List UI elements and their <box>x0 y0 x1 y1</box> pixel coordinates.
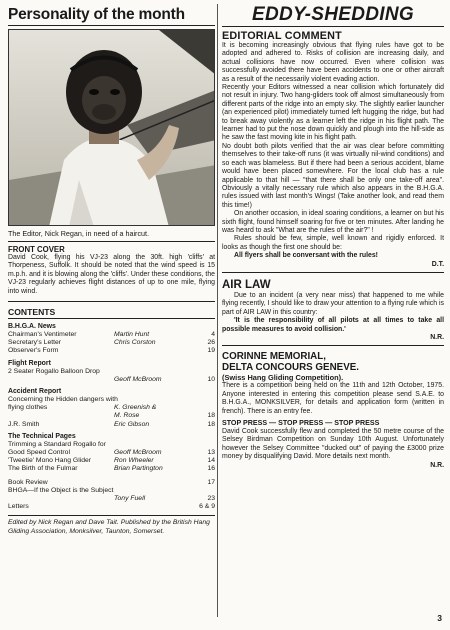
contents-page <box>192 404 215 412</box>
editorial-paragraph: It is becoming increasingly obvious that flying rules have got to be adopted and adhered to. Risks of collision are increasing daily, and actual collisions have now occurred. Even where collision was successfully avoided there have been accidents to one or other aircraft as a result of the necessarily violent evading action. <box>222 42 444 83</box>
publication-credits: Edited by Nick Regan and Dave Tait. Published by the British Hang Gliding Association, Monksilver, Taunton, Somerset. <box>8 515 215 536</box>
contents-author: Martin Hunt <box>114 331 150 339</box>
column-divider <box>217 4 218 617</box>
contents-author: Ron Wheeler <box>114 457 154 465</box>
contents-row[interactable] <box>8 487 215 495</box>
contents-row[interactable] <box>8 479 215 487</box>
editorial-rule: All flyers shall be conversant with the rules! <box>234 252 378 260</box>
contents-item <box>8 495 114 503</box>
airlaw-body <box>222 292 444 334</box>
page-number: 3 <box>437 613 442 623</box>
eddy-shedding-header: EDDY-SHEDDING <box>222 4 444 27</box>
contents-author <box>114 347 192 355</box>
contents-author <box>114 503 192 511</box>
contents-group-title: Accident Report <box>8 388 62 396</box>
contents-author: Tony Fuell <box>114 495 146 503</box>
photo-caption: The Editor, Nick Regan, in need of a haircut. <box>8 229 215 242</box>
contents-item: Good Speed Control <box>8 449 70 457</box>
editor-photo-image <box>9 30 215 226</box>
contents-item <box>8 376 114 384</box>
contents-item <box>8 412 114 420</box>
stop-press-text: David Cook successfully flew and completed the 50 metre course of the Selsey Birdman Competition on Sunday 10th August. Unfortunately however the Selsey Committee "ducked out" of paying the £3000 prize money by disqualifying David. More details next month. <box>222 428 444 461</box>
corinne-subtitle: (Swiss Hang Gliding Competition). <box>222 373 344 383</box>
contents-row[interactable] <box>8 347 215 355</box>
left-column <box>8 6 215 536</box>
contents-author: Chris Corston <box>114 339 156 347</box>
contents-item: BHGA—If the Object is the Subject <box>8 486 114 494</box>
contents-row[interactable] <box>8 339 215 347</box>
personality-header: Personality of the month <box>8 6 215 26</box>
airlaw-paragraph: Due to an incident (a very near miss) that happened to me while flying recently, I should like to draw your attention to a flying rule which is part of AIR LAW in this country: <box>222 291 444 316</box>
contents-row[interactable] <box>8 449 215 457</box>
editorial-title: EDITORIAL COMMENT <box>222 30 342 42</box>
contents-item: The Birth of the Fulmar <box>8 465 78 473</box>
contents-row[interactable] <box>8 376 215 384</box>
contents-page: 17 <box>207 478 215 486</box>
front-cover-text: David Cook, flying his VJ-23 along the 30ft. high 'cliffs' at Thorpeness, Suffolk. It should be noted that the wind speed is 15 m.p.h. and it is blowing along the 'cliffs'. Under these conditions, the VJ-23 regularly achieves flight distances of up to one mile, flying into wind. <box>8 254 215 295</box>
contents-list <box>8 323 215 511</box>
right-column <box>222 4 444 470</box>
editorial-signature: D.T. <box>431 260 444 268</box>
contents-item: Chairman's Ventimeter <box>8 331 77 339</box>
editorial-paragraph: On another occasion, in ideal soaring conditions, a learner on but his sixth flight, found himself soaring for five or ten minutes. After landing he was heard to ask "What are the rules of the air?" ! <box>222 210 444 234</box>
contents-item: Secretary's Letter <box>8 339 62 347</box>
contents-author <box>114 479 192 487</box>
contents-item: J.R. Smith <box>8 420 40 428</box>
airlaw-signature: N.R. <box>430 334 444 341</box>
editorial-body <box>222 42 444 261</box>
contents-item: Concerning the Hidden dangers with <box>8 396 118 404</box>
contents-item: Observer's Form <box>8 347 59 355</box>
contents-page: 6 & 9 <box>199 503 215 511</box>
section-divider <box>222 272 444 273</box>
contents-row[interactable] <box>8 404 215 412</box>
contents-group-title: Flight Report <box>8 359 51 367</box>
editorial-paragraph: Rules should be few, simple, well known and rigidly enforced. It looks as though the first one should be: <box>222 235 444 251</box>
stop-press-signature: N.R. <box>430 461 444 469</box>
contents-item: Letters <box>8 503 29 511</box>
contents-item: flying clothes <box>8 404 48 412</box>
corinne-title-2: DELTA CONCOURS GENEVE. <box>222 362 359 374</box>
contents-page: 4 <box>211 331 215 339</box>
contents-author: M. Rose <box>114 412 140 420</box>
contents-item: 2 Seater Rogallo Balloon Drop <box>8 367 100 375</box>
contents-row[interactable] <box>8 396 215 404</box>
stop-press-title: STOP PRESS — STOP PRESS — STOP PRESS <box>222 419 380 428</box>
contents-title: CONTENTS <box>8 307 215 319</box>
airlaw-title: AIR LAW <box>222 278 271 291</box>
contents-author: K. Greenish & <box>114 404 157 412</box>
contents-page: 14 <box>207 457 215 465</box>
contents-page: 10 <box>207 375 215 383</box>
contents-item: Book Review <box>8 478 48 486</box>
contents-page: 13 <box>207 449 215 457</box>
contents-page: 26 <box>207 339 215 347</box>
contents-row[interactable] <box>8 441 215 449</box>
contents-row[interactable] <box>8 368 215 376</box>
contents-row[interactable] <box>8 503 215 511</box>
contents-row[interactable] <box>8 331 215 339</box>
contents-item: 'Tweetie' Mono Hang Glider <box>8 457 92 465</box>
editorial-paragraph: No doubt both pilots verified that the air was clear before committing themselves to their take-off runs (it was virtually nil-wind conditions) and so each was blameless. But if there had been a serious accident, blame would have been placed somewhere. For the local club has a rule applicable to that hill — "that there shall be only one take-off area". Obviously a vitally necessary rule which also appears in the B.H.G.A. rules issued with last month's Wings! (Take another look, and read them this time!) <box>222 142 444 209</box>
contents-author: Geoff McBroom <box>114 375 162 383</box>
editorial-paragraph: Recently your Editors witnessed a near collision which fortunately did not result in injury. Two hang-gliders took off almost simultaneously from different parts of the ridge into an empty sky. The slightly earlier launcher (an experienced pilot) immediately turned left hugging the ridge, but had to break away violently as a learner left the ridge in his flight path. The learner had to put the nose down quickly and plough into the hill-side as he saw the fast moving kite in his flight path. <box>222 84 444 142</box>
front-cover-section <box>8 245 215 302</box>
section-divider <box>222 345 444 346</box>
contents-author: Eric Gibson <box>114 420 150 428</box>
contents-row[interactable] <box>8 495 215 503</box>
contents-page: 19 <box>207 347 215 355</box>
contents-group-title: B.H.G.A. News <box>8 323 56 331</box>
contents-author: Brian Partington <box>114 465 163 473</box>
contents-page: 18 <box>207 412 215 420</box>
contents-page: 18 <box>207 420 215 428</box>
contents-row[interactable] <box>8 465 215 473</box>
corinne-text: There is a competition being held on the 11th and 12th October, 1975. Anyone interested in entering this competition please send S.A.E. to B.H.G.A., MONKSILVER, for details and application form (written in french). There is an entry fee. <box>222 382 444 415</box>
contents-row[interactable] <box>8 412 215 420</box>
front-cover-title: FRONT COVER <box>8 245 65 254</box>
contents-author: Geoff McBroom <box>114 449 162 457</box>
contents-item: Trimming a Standard Rogallo for <box>8 440 106 448</box>
editor-photo <box>8 29 215 226</box>
contents-page: 23 <box>207 495 215 503</box>
corinne-title: CORINNE MEMORIAL, <box>222 351 326 363</box>
contents-group-title: The Technical Pages <box>8 432 76 440</box>
contents-row[interactable] <box>8 421 215 429</box>
airlaw-quote: 'It is the responsibility of all pilots at all times to take all possible measures to avoid collision.' <box>222 317 444 333</box>
contents-row[interactable] <box>8 457 215 465</box>
contents-page: 16 <box>207 465 215 473</box>
